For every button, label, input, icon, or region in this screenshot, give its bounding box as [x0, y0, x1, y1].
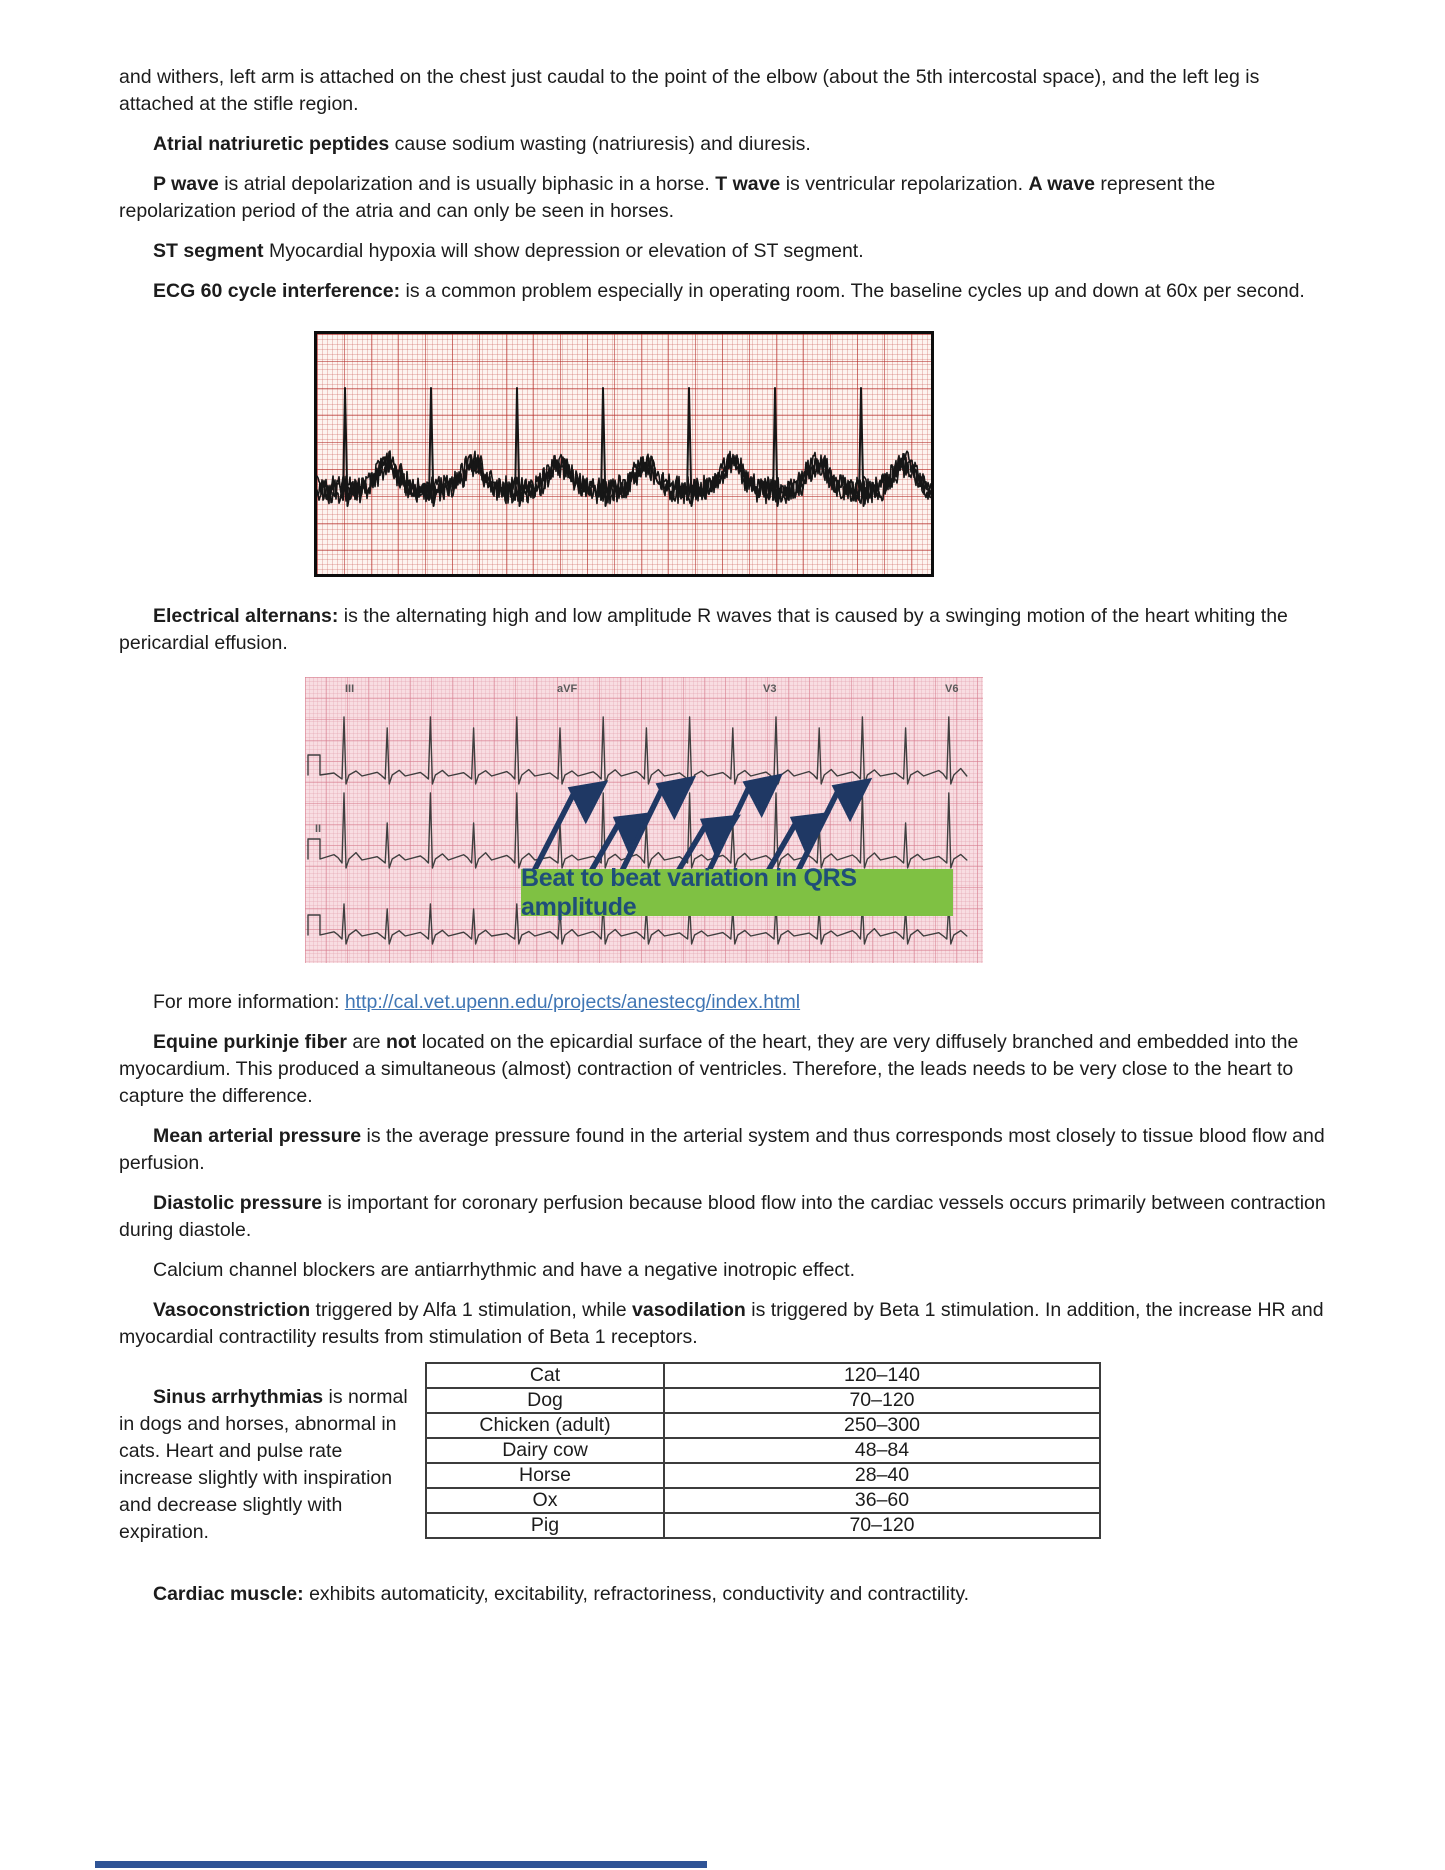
- lead-label-V3: V3: [763, 683, 777, 695]
- animal-cell: Cat: [426, 1363, 664, 1388]
- heart-rate-table: [425, 1362, 1101, 1539]
- paragraph-map: Mean arterial pressure is the average pressure found in the arterial system and thus corresponds most closely to tissue blood flow and perfusion.: [119, 1125, 1325, 1174]
- animal-cell: Chicken (adult): [426, 1413, 664, 1438]
- term-bold: Mean arterial pressure: [153, 1125, 362, 1147]
- lead-label-V6: V6: [945, 683, 959, 695]
- paragraph-p-wave: P wave is atrial depolarization and is usually biphasic in a horse. T wave is ventricular repolarization. A wave represent the repolarization period of the atria and can only be seen in horses.: [119, 173, 1216, 222]
- rate-cell: 48–84: [664, 1438, 1100, 1463]
- rate-cell: 28–40: [664, 1463, 1100, 1488]
- electrical-alternans-figure: [305, 677, 983, 963]
- document-content: [119, 64, 1326, 1621]
- rate-cell: 250–300: [664, 1413, 1100, 1438]
- rate-cell: 70–120: [664, 1513, 1100, 1538]
- term-bold: vasodilation: [632, 1299, 746, 1321]
- ecg-noisy-trace: [317, 334, 931, 574]
- term-bold: ST segment: [153, 240, 264, 262]
- lead-label-aVF: aVF: [557, 683, 578, 695]
- term-bold: ECG 60 cycle interference:: [153, 280, 401, 302]
- paragraph-vasoconstriction: Vasoconstriction triggered by Alfa 1 stimulation, while vasodilation is triggered by Beta 1 stimulation. In addition, the increase HR and myocardial contractility results from stimulation of Beta 1 receptors.: [119, 1299, 1324, 1348]
- qrs-variation-banner: Beat to beat variation in QRS amplitude: [521, 869, 953, 916]
- paragraph-ccb: Calcium channel blockers are antiarrhythmic and have a negative inotropic effect.: [153, 1259, 856, 1281]
- paragraph-purkinje: Equine purkinje fiber are not located on the epicardial surface of the heart, they are very diffusely branched and embedded into the myocardium. This produced a simultaneous (almost) contraction of ventricles. Therefore, the leads needs to be very close to the heart to capture the difference.: [119, 1031, 1299, 1107]
- term-bold: Vasoconstriction: [153, 1299, 311, 1321]
- animal-cell: Horse: [426, 1463, 664, 1488]
- next-page-edge-bar: [95, 1861, 707, 1868]
- term-bold: Electrical alternans:: [153, 605, 339, 627]
- term-bold: A wave: [1028, 173, 1095, 195]
- paragraph-text: and withers, left arm is attached on the chest just caudal to the point of the elbow (about the 5th intercostal space), and the left leg is attached at the stifle region.: [119, 66, 1260, 115]
- rate-cell: 120–140: [664, 1363, 1100, 1388]
- ecg-60-cycle-interference-figure: [314, 331, 934, 577]
- lead-label-III: III: [345, 683, 355, 695]
- term-bold: P wave: [153, 173, 219, 195]
- term-bold: Sinus arrhythmias: [153, 1386, 324, 1408]
- paragraph-more-info: For more information: http://cal.vet.upenn.edu/projects/anestecg/index.html: [153, 991, 801, 1013]
- term-bold: Equine purkinje fiber: [153, 1031, 347, 1053]
- paragraph-st-segment: ST segment Myocardial hypoxia will show depression or elevation of ST segment.: [153, 240, 864, 262]
- animal-cell: Ox: [426, 1488, 664, 1513]
- term-bold: not: [385, 1031, 417, 1053]
- sinus-arrhythmia-column: [119, 1364, 411, 1559]
- paragraph-diastolic: Diastolic pressure is important for coronary perfusion because blood flow into the cardiac vessels occurs primarily between contraction during diastole.: [119, 1192, 1326, 1241]
- animal-cell: Pig: [426, 1513, 664, 1538]
- table-row: [426, 1438, 1100, 1463]
- table-row: [426, 1488, 1100, 1513]
- table-row: [426, 1513, 1100, 1538]
- term-bold: Atrial natriuretic peptides: [153, 133, 390, 155]
- table-row: [426, 1388, 1100, 1413]
- paragraph-atrial-natriuretic: Atrial natriuretic peptides cause sodium wasting (natriuresis) and diuresis.: [153, 133, 811, 155]
- animal-cell: Dairy cow: [426, 1438, 664, 1463]
- table-row: [426, 1413, 1100, 1438]
- upenn-anestecg-link[interactable]: http://cal.vet.upenn.edu/projects/anestecg/index.html: [344, 991, 801, 1013]
- rate-cell: 36–60: [664, 1488, 1100, 1513]
- term-bold: T wave: [715, 173, 781, 195]
- term-bold: Cardiac muscle:: [153, 1583, 304, 1605]
- paragraph-cardiac-muscle: Cardiac muscle: exhibits automaticity, excitability, refractoriness, conductivity and contractility.: [153, 1583, 970, 1605]
- table-row: [426, 1363, 1100, 1388]
- term-bold: Diastolic pressure: [153, 1192, 323, 1214]
- paragraph-continuation: [119, 64, 1326, 118]
- animal-cell: Dog: [426, 1388, 664, 1413]
- paragraph-electrical-alternans: Electrical alternans: is the alternating high and low amplitude R waves that is caused by a swinging motion of the heart whiting the pericardial effusion.: [119, 605, 1288, 654]
- paragraph-sinus: Sinus arrhythmias is normal in dogs and horses, abnormal in cats. Heart and pulse rate increase slightly with inspiration and decrease slightly with expiration.: [119, 1386, 408, 1543]
- rate-cell: 70–120: [664, 1388, 1100, 1413]
- paragraph-60-cycle: ECG 60 cycle interference: is a common problem especially in operating room. The baseline cycles up and down at 60x per second.: [153, 280, 1305, 302]
- table-row: [426, 1463, 1100, 1488]
- lead-label-II: II: [315, 823, 322, 835]
- sinus-and-table-row: [119, 1364, 1326, 1559]
